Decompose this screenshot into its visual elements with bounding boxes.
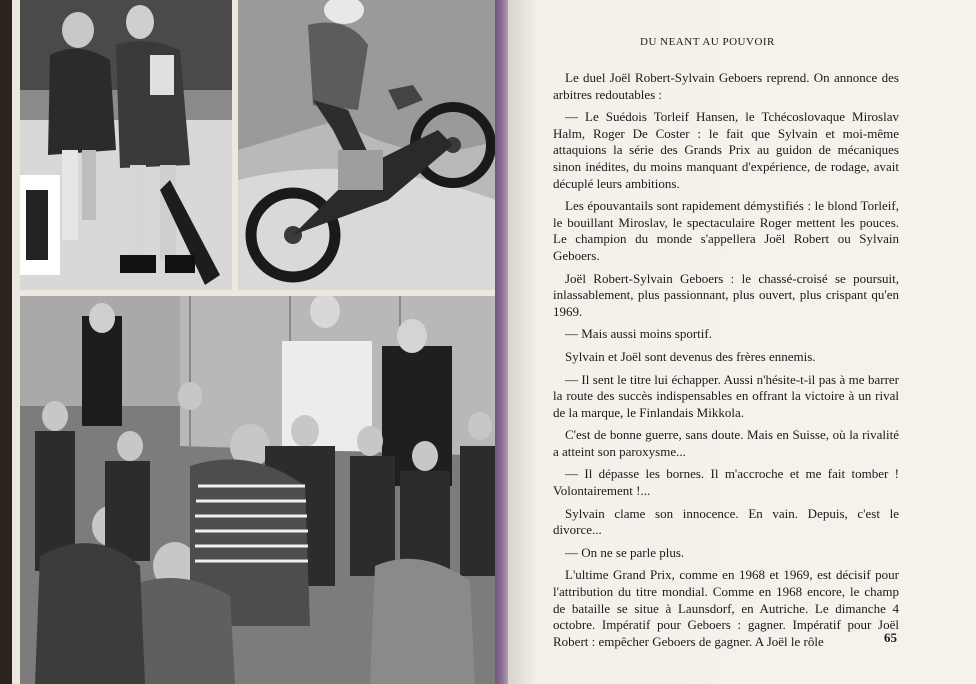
body-text xyxy=(553,70,899,656)
paragraph: C'est de bonne guerre, sans doute. Mais en Suisse, où la rivalité a atteint son paroxysme... xyxy=(553,427,899,459)
paragraph: Sylvain et Joël sont devenus des frères ennemis. xyxy=(565,348,816,364)
paragraph: — Il sent le titre lui échapper. Aussi n'hésite-t-il pas à me barrer la route des succès indispensables en offrant la victoire à un rival de la marque, le Finlandais Mikkola. xyxy=(553,371,899,420)
paragraph: Le duel Joël Robert-Sylvain Geboers reprend. On annonce des arbitres redoutables : xyxy=(553,70,899,102)
photo-hockey-players xyxy=(20,0,232,290)
paragraph: L'ultime Grand Prix, comme en 1968 et 1969, est décisif pour l'attribution du titre mondial. Comme en 1968 encore, le champ de bataille se situe à Launsdorf, en Autriche. Le dimanche 4 octobre. Impératif pour Geboers : gagner. Impératif pour Joël Robert : empêcher Geboers de gagner. A Joël le rôle xyxy=(553,567,899,649)
paragraph: — Il dépasse les bornes. Il m'accroche et me fait tomber ! Volontairement !... xyxy=(553,466,899,499)
paragraph: — Le Suédois Torleif Hansen, le Tchécoslovaque Miroslav Halm, Roger De Coster : le fait que Sylvain et moi-même attaquions la série des Grands Prix au guidon de mécaniques sinon inédites, du moins manquant d'expérience, de rodage, avait décuplé leurs ambitions. xyxy=(553,109,899,191)
paragraph: Les épouvantails sont rapidement démystifiés : le blond Torleif, le bouillant Miroslav, le spectaculaire Roger mettent les pouces. Le champion du monde s'appellera Joël Robert ou Sylvain Geboers. xyxy=(553,198,899,263)
paragraph: Joël Robert-Sylvain Geboers : le chassé-croisé se poursuit, inlassablement, plus passionnant, plus ouvert, plus crispant qu'en 1969. xyxy=(553,270,899,319)
paragraph: — On ne se parle plus. xyxy=(565,544,685,560)
page-number: 65 xyxy=(884,630,897,645)
photo-crowd-children xyxy=(20,296,498,684)
paragraph: — Mais aussi moins sportif. xyxy=(565,326,712,342)
running-head: DU NEANT AU POUVOIR xyxy=(640,36,775,48)
paragraph: Sylvain clame son innocence. En vain. Depuis, c'est le divorce... xyxy=(553,505,899,538)
photo-motocross-rider xyxy=(238,0,496,290)
